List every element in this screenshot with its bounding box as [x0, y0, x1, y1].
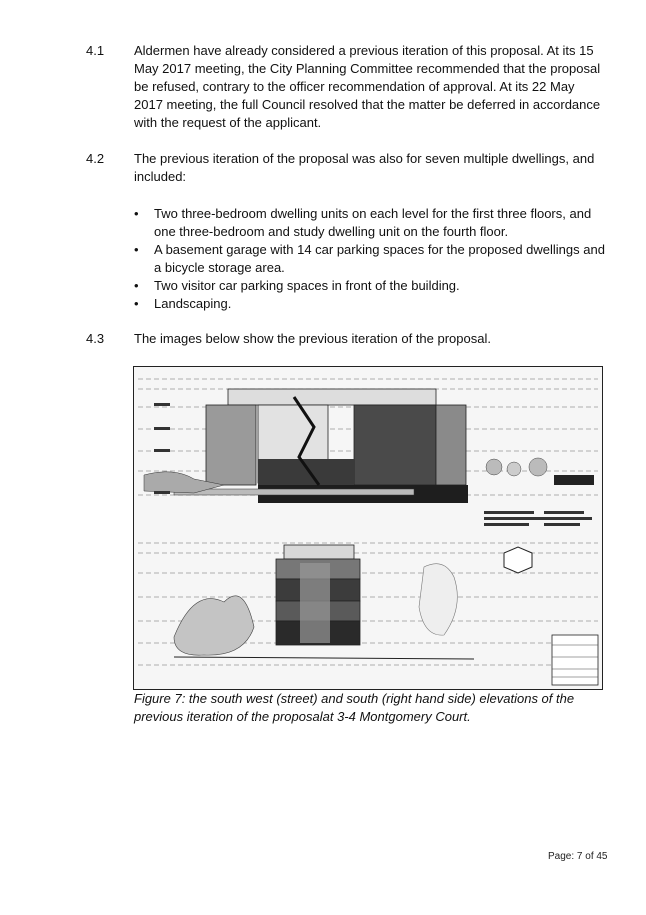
paragraph-text: The previous iteration of the proposal was also for seven multiple dwellings, and included:: [134, 151, 595, 184]
bullet-list: [134, 205, 614, 313]
paragraph-text: Aldermen have already considered a previous iteration of this proposal. At its 15 May 2017 meeting, the City Planning Committee recommended that the proposal be refused, contrary to the officer recommendation of approval. At its 22 May 2017 meeting, the full Council resolved that the matter be deferred in accordance with the request of the applicant.: [134, 43, 601, 130]
page-number: Page: 7 of 45: [548, 851, 608, 862]
list-item: [134, 295, 614, 313]
paragraph-number: 4.2: [86, 151, 105, 166]
list-item-text: Two three-bedroom dwelling units on each level for the first three floors, and one three-bedroom and study dwelling unit on the fourth floor.: [154, 206, 592, 239]
list-item-text: A basement garage with 14 car parking spaces for the proposed dwellings and a bicycle storage area.: [154, 242, 605, 275]
list-item-text: Two visitor car parking spaces in front of the building.: [154, 278, 460, 293]
paragraph-text: The images below show the previous iteration of the proposal.: [134, 331, 491, 346]
paragraph-number: 4.1: [86, 43, 105, 58]
paragraph-4-2: [86, 150, 606, 186]
bullet-marker: •: [134, 242, 139, 257]
paragraph-4-1: [86, 42, 606, 132]
bullet-marker: •: [134, 206, 139, 221]
list-item: [134, 277, 614, 295]
figure-caption: Figure 7: the south west (street) and south (right hand side) elevations of the previous iteration of the proposalat 3-4 Montgomery Court.: [134, 691, 575, 724]
paragraph-number: 4.3: [86, 331, 105, 346]
list-item: [134, 241, 614, 277]
elevation-drawing-image: [134, 367, 602, 689]
paragraph-4-3: [86, 330, 606, 348]
list-item: [134, 205, 614, 241]
elevation-drawing-figure: [133, 366, 603, 690]
bullet-marker: •: [134, 296, 139, 311]
bullet-marker: •: [134, 278, 139, 293]
list-item-text: Landscaping.: [154, 296, 232, 311]
